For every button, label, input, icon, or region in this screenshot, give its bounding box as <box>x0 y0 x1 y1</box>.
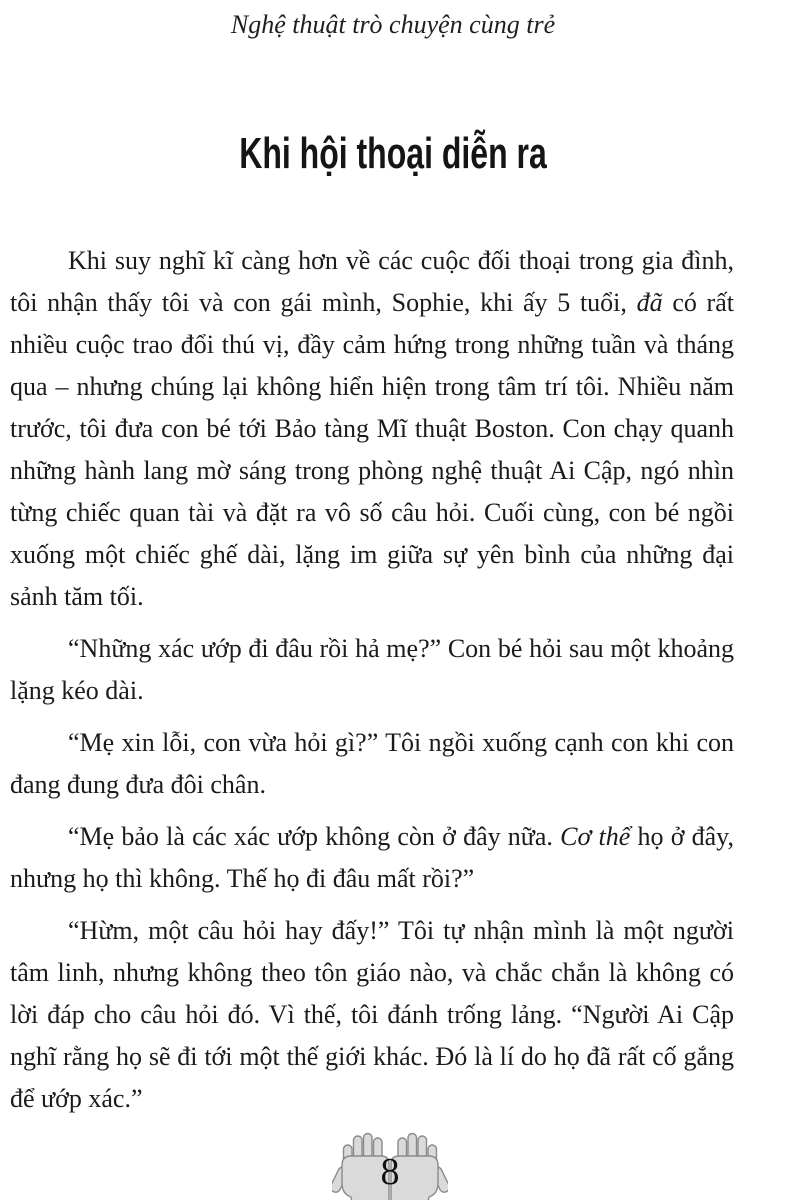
page-number: 8 <box>380 1151 400 1193</box>
paragraph-4 <box>10 816 734 900</box>
text-run: họ ở đây, nhưng họ thì không. Thế họ đi đâu mất rồi?” <box>10 822 734 893</box>
paragraph-1 <box>10 240 734 618</box>
text-run: “Mẹ xin lỗi, con vừa hỏi gì?” Tôi ngồi xuống cạnh con khi con đang đung đưa đôi chân. <box>10 728 734 799</box>
body-text <box>10 240 734 1130</box>
paragraph-2 <box>10 628 734 712</box>
italic-run: đã <box>636 288 663 317</box>
text-run: “Hừm, một câu hỏi hay đấy!” Tôi tự nhận mình là một người tâm linh, nhưng không theo tôn giáo nào, và chắc chắn là không có lời đáp cho câu hỏi đó. Vì thế, tôi đánh trống lảng. “Người Ai Cập nghĩ rằng họ sẽ đi tới một thế giới khác. Đó là lí do họ đã rất cố gắng để ướp xác.” <box>10 916 734 1113</box>
page-footer <box>332 1131 448 1200</box>
text-run: có rất nhiều cuộc trao đổi thú vị, đầy cảm hứng trong những tuần và tháng qua – nhưng chúng lại không hiển hiện trong tâm trí tôi. Nhiều năm trước, tôi đưa con bé tới Bảo tàng Mĩ thuật Boston. Con chạy quanh những hành lang mờ sáng trong phòng nghệ thuật Ai Cập, ngó nhìn từng chiếc quan tài và đặt ra vô số câu hỏi. Cuối cùng, con bé ngồi xuống một chiếc ghế dài, lặng im giữa sự yên bình của những đại sảnh tăm tối. <box>10 288 734 611</box>
paragraph-5 <box>10 910 734 1120</box>
italic-run: Cơ thể <box>560 822 631 851</box>
text-run: “Những xác ướp đi đâu rồi hả mẹ?” Con bé hỏi sau một khoảng lặng kéo dài. <box>10 634 734 705</box>
chapter-title: Khi hội thoại diễn ra <box>239 130 547 178</box>
text-run: Khi suy nghĩ kĩ càng hơn về các cuộc đối thoại trong gia đình, tôi nhận thấy tôi và con gái mình, Sophie, khi ấy 5 tuổi, <box>10 246 734 317</box>
text-run: “Mẹ bảo là các xác ướp không còn ở đây nữa. <box>68 822 561 851</box>
running-header: Nghệ thuật trò chuyện cùng trẻ <box>230 10 556 39</box>
paragraph-3 <box>10 722 734 806</box>
